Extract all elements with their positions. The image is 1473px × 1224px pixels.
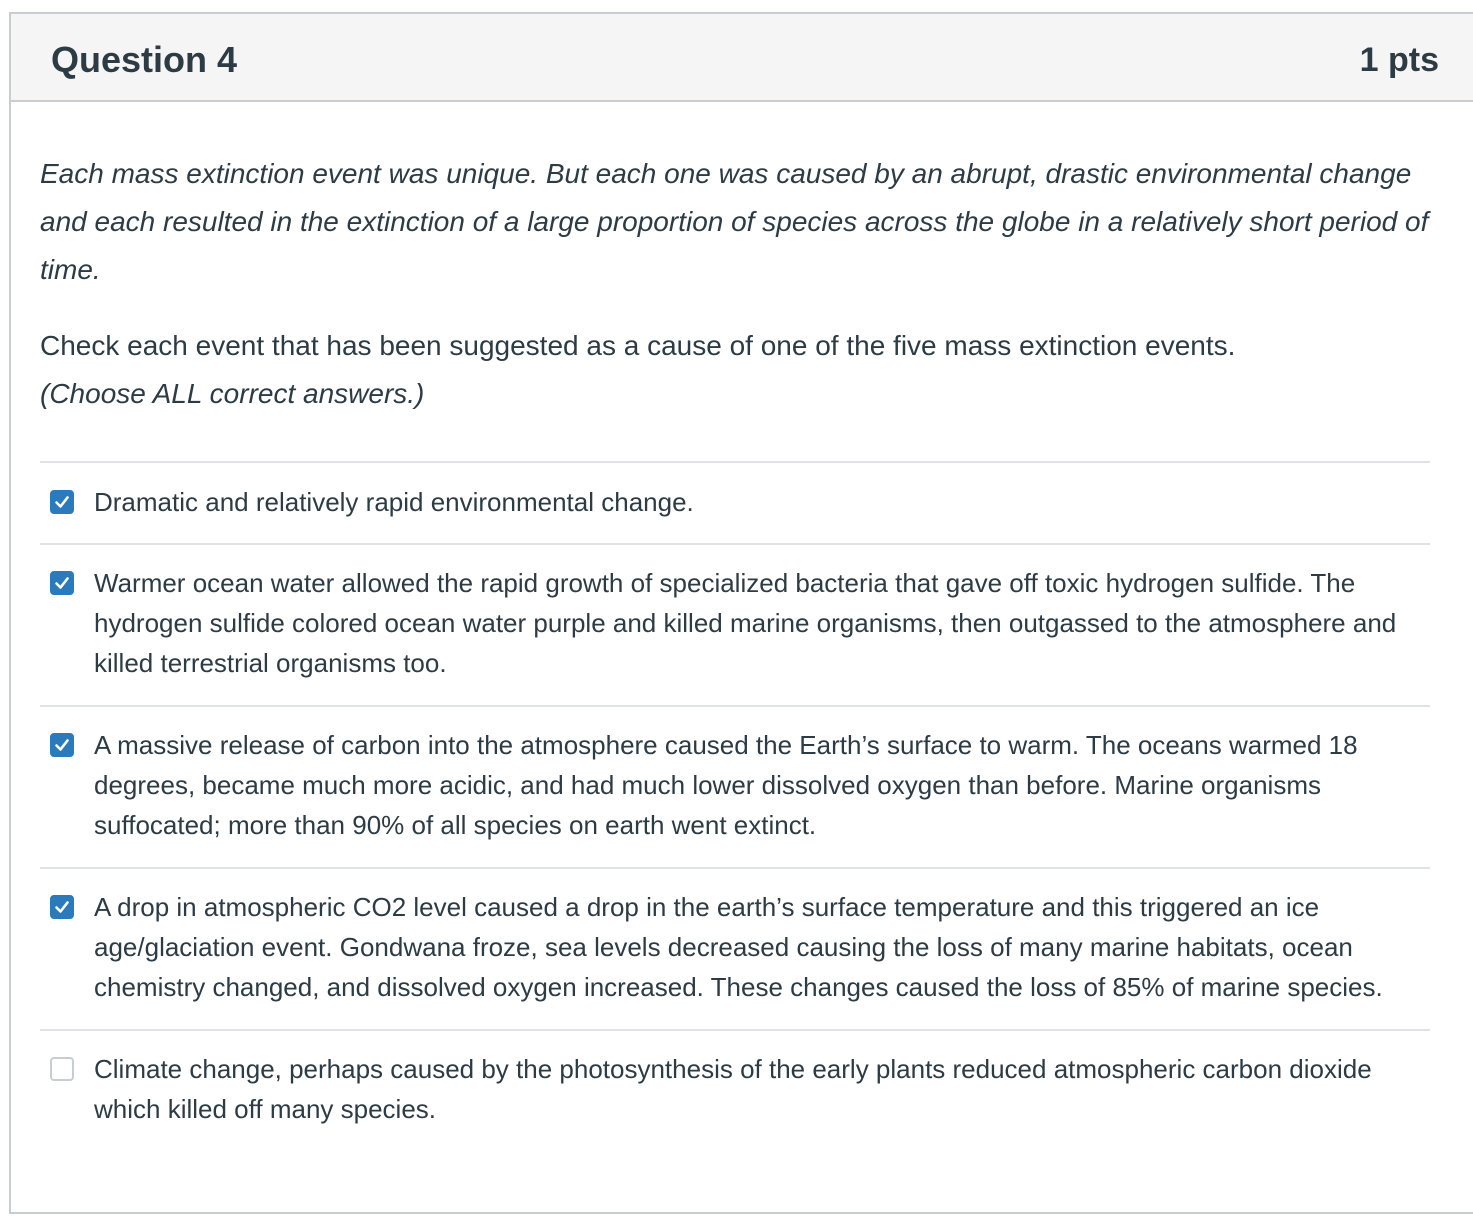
answer-option-1[interactable] [40,461,1430,543]
question-instruction [40,322,1430,418]
answer-option-5[interactable] [40,1029,1430,1151]
checkmark-icon [54,575,70,591]
question-body [40,150,1430,418]
answer-checkbox-5[interactable] [50,1057,74,1081]
answer-option-3[interactable] [40,705,1430,867]
answer-label-3: A massive release of carbon into the atmosphere caused the Earth’s surface to warm. The oceans warmed 18 degrees, became much more acidic, and had much lower dissolved oxygen than before. Marine organisms suffocated; more than 90% of all species on earth went extinct. [94,730,1358,840]
answer-label-4: A drop in atmospheric CO2 level caused a drop in the earth’s surface temperature and this triggered an ice age/glaciation event. Gondwana froze, sea levels decreased causing the loss of many marine habitats, ocean chemistry changed, and dissolved oxygen increased. These changes caused the loss of 85% of marine species. [94,892,1383,1002]
answer-label-1: Dramatic and relatively rapid environmental change. [94,487,694,517]
answer-checkbox-1[interactable] [50,490,74,514]
checkmark-icon [54,899,70,915]
answer-checkbox-3[interactable] [50,733,74,757]
question-header [11,14,1473,102]
instruction-text: Check each event that has been suggested as a cause of one of the five mass extinction events. [40,330,1236,361]
answer-option-4[interactable] [40,867,1430,1029]
instruction-note: (Choose ALL correct answers.) [40,378,425,409]
answer-checkbox-2[interactable] [50,571,74,595]
answer-label-2: Warmer ocean water allowed the rapid growth of specialized bacteria that gave off toxic hydrogen sulfide. The hydrogen sulfide colored ocean water purple and killed marine organisms, then outgassed to the atmosphere and killed terrestrial organisms too. [94,568,1397,678]
answer-list [40,461,1430,1151]
answer-label-5: Climate change, perhaps caused by the photosynthesis of the early plants reduced atmospheric carbon dioxide which killed off many species. [94,1054,1372,1124]
checkmark-icon [54,494,70,510]
answer-option-2[interactable] [40,543,1430,705]
question-points: 1 pts [1359,41,1439,79]
checkmark-icon [54,737,70,753]
question-title: Question 4 [51,39,238,80]
answer-checkbox-4[interactable] [50,895,74,919]
question-intro: Each mass extinction event was unique. But each one was caused by an abrupt, drastic environmental change and each resulted in the extinction of a large proportion of species across the globe in a relatively short period of time. [40,158,1429,285]
